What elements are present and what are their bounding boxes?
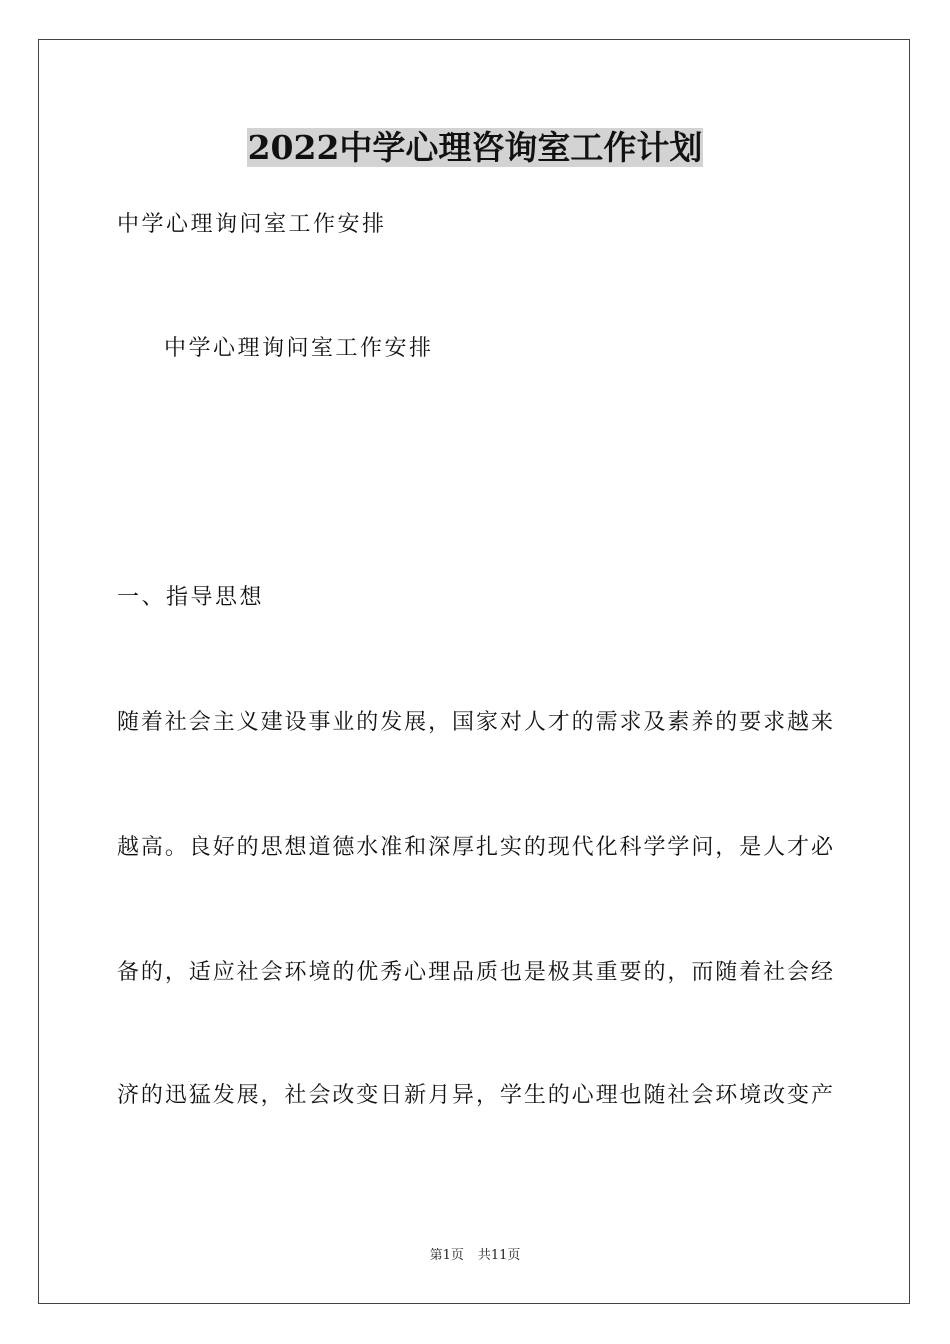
page-number: 第1页 (429, 1248, 464, 1263)
document-subtitle: 中学心理询问室工作安排 (117, 212, 387, 237)
document-title (0, 127, 950, 169)
paragraph-line: 济的迅猛发展，社会改变日新月异，学生的心理也随社会环境改变产 (117, 1083, 833, 1108)
paragraph-line: 随着社会主义建设事业的发展，国家对人才的需求及素养的要求越来 (117, 710, 833, 735)
section-heading: 一、指导思想 (117, 585, 265, 610)
document-subtitle-indented: 中学心理询问室工作安排 (164, 336, 434, 361)
page-footer (0, 1247, 950, 1265)
page-total: 共11页 (477, 1248, 521, 1263)
paragraph-line: 越高。良好的思想道德水准和深厚扎实的现代化科学学问，是人才必 (117, 835, 833, 860)
document-title-text: 2022中学心理咨询室工作计划 (247, 128, 703, 167)
paragraph-line: 备的，适应社会环境的优秀心理品质也是极其重要的，而随着社会经 (117, 960, 833, 985)
